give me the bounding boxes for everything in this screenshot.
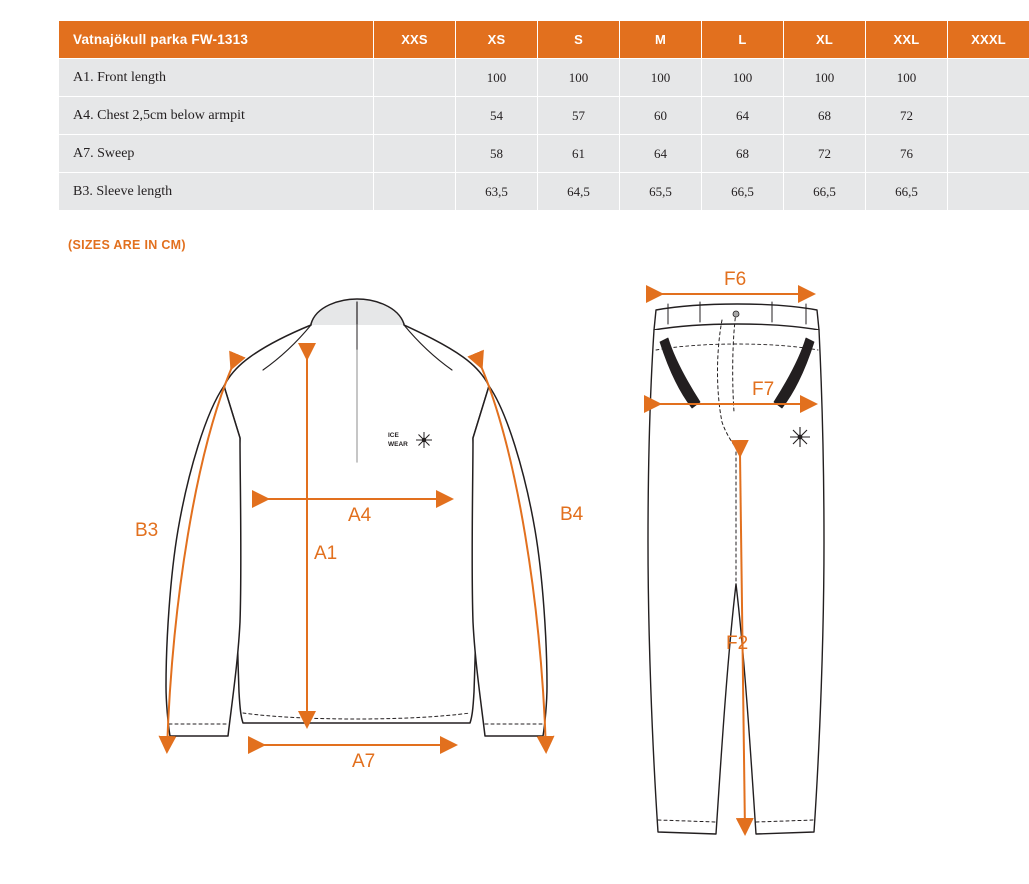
label-a4: A4 <box>348 505 372 526</box>
measurement-label: A7. Sweep <box>59 135 374 173</box>
measurement-value: 65,5 <box>620 173 702 211</box>
table-row <box>59 59 1029 97</box>
table-header-row <box>59 21 1029 59</box>
measurement-value: 72 <box>784 135 866 173</box>
measurement-value <box>374 59 456 97</box>
measurement-value <box>374 173 456 211</box>
measurement-value: 100 <box>866 59 948 97</box>
measurement-value <box>374 97 456 135</box>
measurement-value: 58 <box>456 135 538 173</box>
measurement-value: 60 <box>620 97 702 135</box>
measurement-value <box>948 135 1029 173</box>
measurement-value <box>948 97 1029 135</box>
table-body <box>59 59 1029 211</box>
measurement-value: 64,5 <box>538 173 620 211</box>
table-header-l: L <box>702 21 784 59</box>
label-a1: A1 <box>314 543 338 564</box>
measurement-value: 68 <box>702 135 784 173</box>
measurement-label: B3. Sleeve length <box>59 173 374 211</box>
measurement-value: 100 <box>702 59 784 97</box>
measurements-table <box>58 20 1029 211</box>
table-header-xl: XL <box>784 21 866 59</box>
measurement-value: 76 <box>866 135 948 173</box>
measurement-value: 100 <box>456 59 538 97</box>
label-a7: A7 <box>352 751 376 772</box>
table-row <box>59 173 1029 211</box>
label-f6: F6 <box>724 269 747 290</box>
measurement-value: 63,5 <box>456 173 538 211</box>
measurement-value <box>374 135 456 173</box>
size-chart-table <box>58 20 1009 211</box>
measurement-value: 57 <box>538 97 620 135</box>
table-header-s: S <box>538 21 620 59</box>
measurement-value: 68 <box>784 97 866 135</box>
brand-text-line2: WEAR <box>388 441 408 448</box>
label-f7: F7 <box>752 379 775 400</box>
measurement-value: 54 <box>456 97 538 135</box>
garment-diagrams <box>0 262 1029 882</box>
measurement-value: 66,5 <box>866 173 948 211</box>
measurement-value <box>948 173 1029 211</box>
table-header-xxs: XXS <box>374 21 456 59</box>
pants-illustration <box>648 302 824 834</box>
measurement-value: 66,5 <box>784 173 866 211</box>
table-header-xxl: XXL <box>866 21 948 59</box>
measurement-value: 100 <box>620 59 702 97</box>
brand-text-line1: ICE <box>388 432 399 439</box>
jacket-measure-a7 <box>262 745 454 772</box>
measurement-value: 100 <box>784 59 866 97</box>
measurement-value <box>948 59 1029 97</box>
measurement-value: 61 <box>538 135 620 173</box>
measurement-value: 64 <box>702 97 784 135</box>
pants-snowflake-icon <box>790 427 810 447</box>
table-row <box>59 135 1029 173</box>
label-f2: F2 <box>726 633 749 654</box>
measurement-label: A1. Front length <box>59 59 374 97</box>
pants-measure-f6 <box>660 269 812 294</box>
table-header <box>59 21 1029 59</box>
label-b3: B3 <box>135 520 159 541</box>
measurement-label: A4. Chest 2,5cm below armpit <box>59 97 374 135</box>
measurement-value: 66,5 <box>702 173 784 211</box>
table-row <box>59 97 1029 135</box>
table-header-xs: XS <box>456 21 538 59</box>
sizes-unit-note: (SIZES ARE IN CM) <box>68 238 186 252</box>
measurement-value: 100 <box>538 59 620 97</box>
table-header-xxxl: XXXL <box>948 21 1029 59</box>
measurement-value: 72 <box>866 97 948 135</box>
measurement-value: 64 <box>620 135 702 173</box>
table-header-product-name: Vatnajökull parka FW-1313 <box>59 21 374 59</box>
label-b4: B4 <box>560 504 584 525</box>
table-header-m: M <box>620 21 702 59</box>
